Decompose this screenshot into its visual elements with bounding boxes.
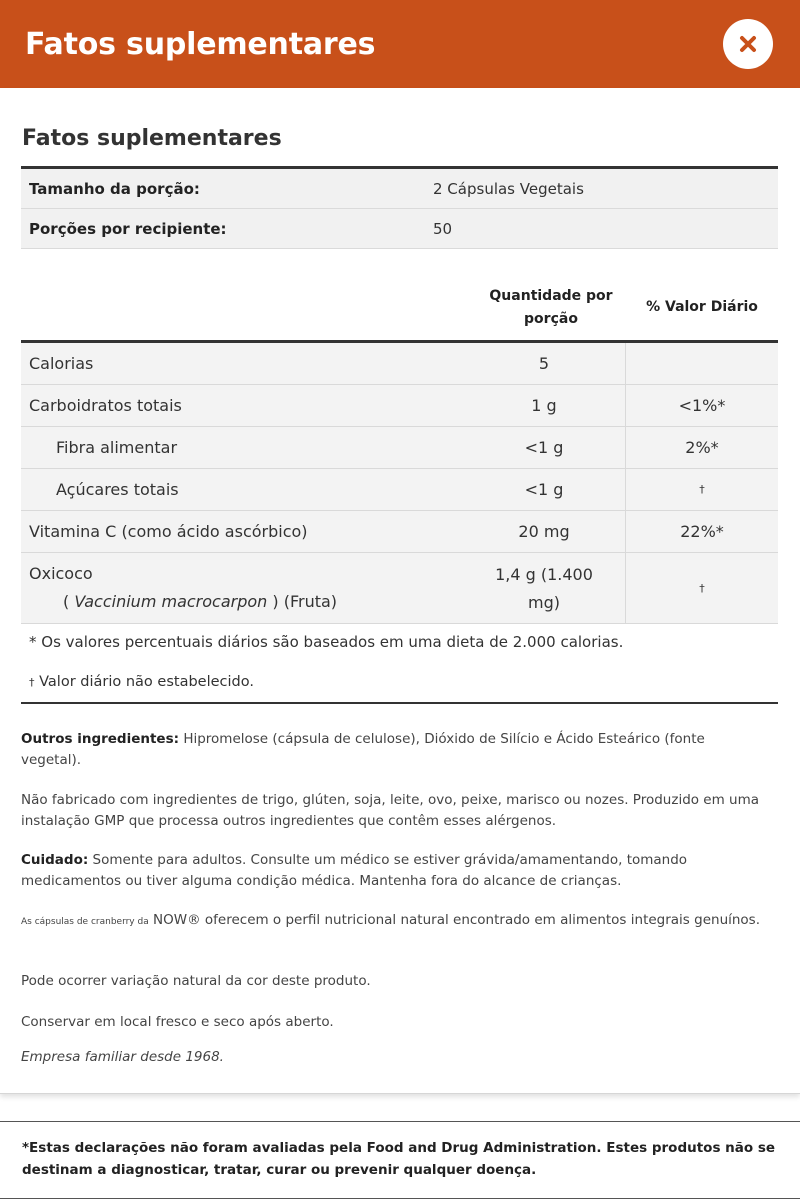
now-statement: As cápsulas de cranberry da NOW® oferecem o perfil nutricional natural encontrado em alimentos integrais genuínos. [21, 912, 761, 928]
cranberry-latin-line: ( Vaccinium macrocarpon ) (Fruta) [63, 592, 338, 611]
nutrient-amount: <1 g [524, 438, 564, 457]
nutrient-amount: 1 g [531, 396, 557, 415]
storage-note: Conservar em local fresco e seco após aberto. [21, 1014, 334, 1030]
nutrient-daily-value: 2%* [625, 427, 778, 468]
amount-header-line1: Quantidade por [489, 288, 613, 304]
allergen-statement: Não fabricado com ingredientes de trigo, glúten, soja, leite, ovo, peixe, marisco ou nozes. Produzido em uma instalação GMP que processa outros ingredientes que contêm esses alérgenos. [21, 792, 760, 829]
nutrient-daily-value [625, 343, 778, 384]
section-title: Fatos suplementares [22, 126, 282, 151]
nutrient-amount: <1 g [524, 480, 564, 499]
servings-per-container-label: Porções por recipiente: [29, 219, 227, 238]
table-row [21, 511, 778, 553]
nutrient-amount: 20 mg [518, 522, 570, 541]
nutrient-daily-value: 22%* [625, 511, 778, 552]
family-company-note: Empresa familiar desde 1968. [21, 1049, 224, 1065]
other-ingredients-label: Outros ingredientes: [21, 731, 180, 747]
nutrient-name: Açúcares totais [56, 480, 179, 499]
divider [21, 702, 778, 704]
table-row [21, 553, 778, 624]
nutrient-daily-value: <1%* [625, 385, 778, 426]
modal-title: Fatos suplementares [25, 26, 376, 62]
close-button[interactable] [723, 19, 773, 69]
nutrient-amount: 1,4 g (1.400 mg) [495, 565, 593, 612]
close-icon [738, 34, 758, 54]
cranberry-name: Oxicoco [29, 564, 93, 583]
caution-label: Cuidado: [21, 852, 89, 868]
table-row [21, 427, 778, 469]
servings-per-container-value: 50 [433, 219, 453, 238]
caution-statement: Cuidado: Somente para adultos. Consulte um médico se estiver grávida/amamentando, tomando medicamentos ou tiver alguma condição médica. Mantenha fora do alcance de crianças. [21, 852, 688, 889]
nutrient-name: Vitamina C (como ácido ascórbico) [29, 522, 308, 541]
serving-size-row [21, 169, 778, 209]
servings-per-container-row [21, 209, 778, 249]
serving-size-label: Tamanho da porção: [29, 179, 200, 198]
fda-disclaimer: *Estas declarações não foram avaliadas pela Food and Drug Administration. Estes produtos não se destinam a diagnosticar, tratar, curar ou prevenir qualquer doença. [0, 1121, 800, 1199]
daily-value-column-header: % Valor Diário [646, 299, 758, 315]
table-row [21, 343, 778, 385]
not-established-footnote: † Valor diário não estabelecido. [29, 674, 254, 690]
nutrient-daily-value: † [625, 553, 778, 623]
daily-value-footnote: * Os valores percentuais diários são baseados em uma dieta de 2.000 calorias. [29, 633, 624, 651]
amount-header-line2: porção [524, 311, 578, 327]
nutrient-table [21, 340, 778, 624]
nutrient-daily-value: † [625, 469, 778, 510]
nutrient-name: Calorias [29, 354, 94, 373]
cranberry-latin-name: Vaccinium macrocarpon [74, 592, 268, 611]
serving-table [21, 166, 778, 249]
nutrient-name [21, 553, 463, 623]
nutrient-name: Carboidratos totais [29, 396, 182, 415]
nutrient-amount: 5 [538, 354, 550, 373]
color-variation-note: Pode ocorrer variação natural da cor deste produto. [21, 973, 371, 989]
nutrient-name: Fibra alimentar [56, 438, 178, 457]
amount-column-header [472, 285, 630, 331]
other-ingredients: Outros ingredientes: Hipromelose (cápsula de celulose), Dióxido de Silício e Ácido Esteárico (fonte vegetal). [21, 731, 705, 768]
modal-header [0, 0, 800, 88]
serving-size-value: 2 Cápsulas Vegetais [433, 179, 584, 198]
table-row [21, 385, 778, 427]
modal-body [0, 88, 800, 1094]
table-row [21, 469, 778, 511]
